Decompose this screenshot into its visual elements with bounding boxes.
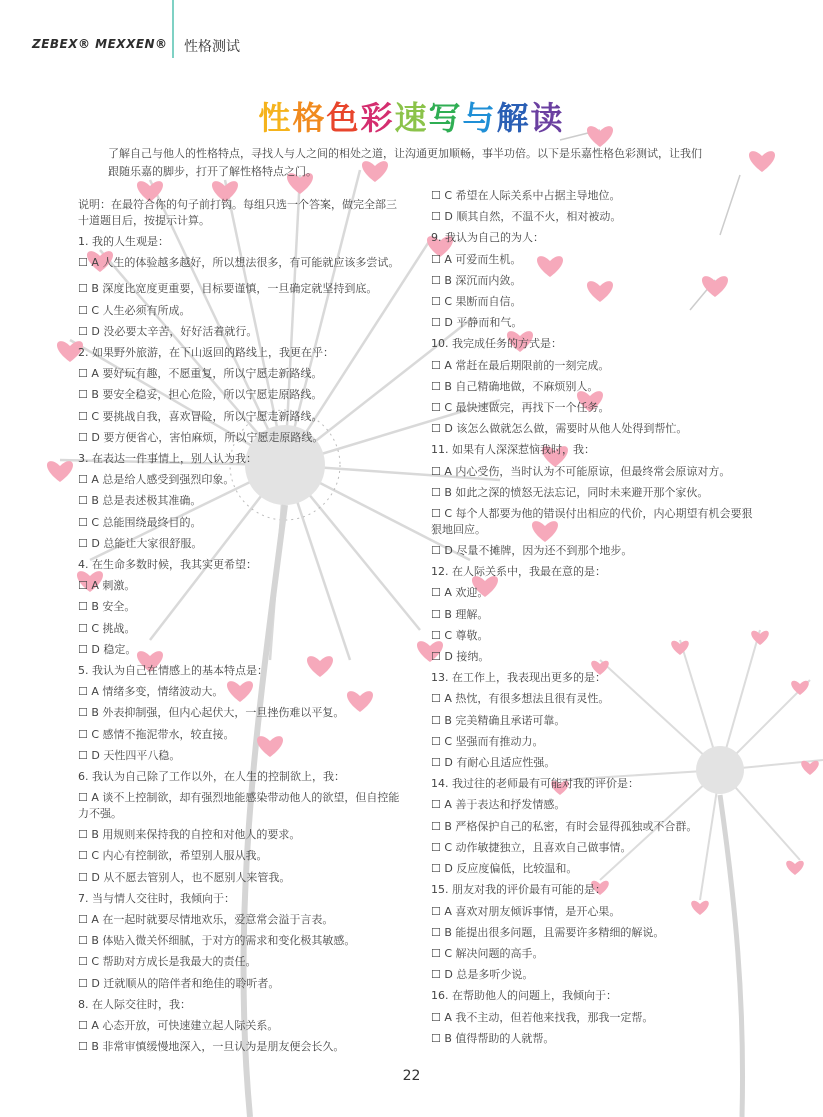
intro-paragraph: 了解自己与他人的性格特点，寻找人与人之间的相处之道，让沟通更加顺畅，事半功倍。以下是乐嘉性格色彩测试，让我们跟随乐嘉的脚步，打开了解性格特点之门。 (108, 147, 702, 178)
title-char: 读 (530, 99, 565, 137)
answer-option[interactable]: ☐ D 从不愿去管别人，也不愿别人来管我。 (78, 870, 291, 884)
answer-option[interactable]: ☐ B 体贴入微关怀细腻，于对方的需求和变化极其敏感。 (78, 934, 356, 948)
answer-option[interactable]: ☐ D 尽量不摊牌，因为还不到那个地步。 (431, 544, 633, 558)
answer-option[interactable]: ☐ C 内心有控制欲，希望别人服从我。 (78, 849, 268, 863)
page-number: 22 (402, 1068, 421, 1084)
answer-option[interactable]: ☐ B 外表抑制强，但内心起伏大，一旦挫伤难以平复。 (78, 706, 345, 720)
answer-option[interactable]: ☐ B 深度比宽度更重要，目标要谨慎，一旦确定就坚持到底。 (78, 282, 378, 296)
answer-option[interactable]: ☐ B 能提出很多问题，且需要许多精细的解说。 (431, 925, 665, 939)
answer-option[interactable]: ☐ A 人生的体验越多越好，所以想法很多，有可能就应该多尝试。 (78, 256, 400, 270)
answer-option[interactable]: ☐ B 总是表述极其准确。 (78, 494, 202, 508)
question-text: 14. 我过往的老师最有可能对我的评价是： (431, 777, 639, 791)
question-text: 4. 在生命多数时候，我其实更希望： (78, 558, 257, 572)
question-text: 7. 当与情人交往时，我倾向于： (78, 891, 235, 905)
question-text: 9. 我认为自己的为人： (431, 231, 544, 245)
question-text: 2. 如果野外旅游，在下山返回的路线上，我更在乎： (78, 346, 334, 359)
answer-option[interactable]: ☐ D 总是多听少说。 (431, 968, 534, 982)
answer-option[interactable]: ☐ A 要好玩有趣，不愿重复，所以宁愿走新路线。 (78, 367, 323, 381)
question-text: 1. 我的人生观是： (78, 235, 169, 248)
answer-option[interactable]: ☐ D 有耐心且适应性强。 (431, 756, 556, 770)
answer-option[interactable]: ☐ D 反应度偏低，比较温和。 (431, 862, 578, 876)
question-text: 11. 如果有人深深惹恼我时，我： (431, 443, 595, 457)
answer-option[interactable]: ☐ D 总能让大家很舒服。 (78, 536, 203, 550)
answer-option[interactable]: ☐ D 顺其自然，不温不火，相对被动。 (431, 210, 622, 224)
answer-option[interactable]: ☐ A 心态开放，可快速建立起人际关系。 (78, 1019, 279, 1033)
answer-option[interactable]: ☐ A 情绪多变，情绪波动大。 (78, 685, 224, 699)
question-text: 8. 在人际交往时，我： (78, 997, 191, 1011)
answer-option[interactable]: ☐ B 完美精确且承诺可靠。 (431, 713, 566, 727)
answer-option[interactable]: ☐ B 用规则来保持我的自控和对他人的要求。 (78, 828, 301, 842)
instructions: 说明：在最符合你的句子前打钩。每组只选一个答案，做完全部三十道题目后，按提示计算。 (78, 198, 397, 227)
answer-option[interactable]: ☐ D 该怎么做就怎么做，需要时从他人处得到帮忙。 (431, 422, 688, 436)
questions-left-column (78, 194, 403, 1058)
questions-right-column (431, 185, 756, 1049)
question-text: 3. 在表达一件事情上，别人认为我： (78, 452, 257, 466)
answer-option[interactable]: ☐ A 内心受伤，当时认为不可能原谅，但最终常会原谅对方。 (431, 464, 731, 478)
answer-option[interactable]: ☐ C 尊敬。 (431, 628, 489, 642)
question-text: 12. 在人际关系中，我最在意的是： (431, 565, 606, 579)
answer-option[interactable]: ☐ C 挑战。 (78, 621, 136, 635)
answer-option[interactable]: ☐ D 迁就顺从的陪伴者和绝佳的聆听者。 (78, 976, 280, 990)
answer-option[interactable]: ☐ A 可爱而生机。 (431, 252, 522, 266)
page-header (0, 0, 823, 70)
answer-option[interactable]: ☐ A 欢迎。 (431, 586, 489, 600)
answer-option[interactable]: ☐ C 解决问题的高手。 (431, 946, 544, 960)
answer-option[interactable]: ☐ A 谈不上控制欲，却有强烈地能感染带动他人的欲望，但自控能力不强。 (78, 791, 400, 821)
answer-option[interactable]: ☐ A 善于表达和抒发情感。 (431, 798, 566, 812)
title-char: 色 (326, 99, 361, 137)
page-title (0, 93, 823, 139)
answer-option[interactable]: ☐ B 如此之深的愤怒无法忘记，同时未来避开那个家伙。 (431, 485, 709, 499)
answer-option[interactable]: ☐ C 每个人都要为他的错误付出相应的代价，内心期望有机会要狠狠地回应。 (431, 507, 753, 537)
answer-option[interactable]: ☐ C 坚强而有推动力。 (431, 734, 544, 748)
answer-option[interactable]: ☐ C 总能围绕最终目的。 (78, 515, 202, 529)
title-char: 性 (258, 99, 293, 137)
answer-option[interactable]: ☐ D 平静而和气。 (431, 316, 523, 330)
section-title: 性格测试 (184, 39, 240, 55)
question-text: 10. 我完成任务的方式是： (431, 337, 562, 351)
answer-option[interactable]: ☐ B 深沉而内敛。 (431, 273, 522, 287)
answer-option[interactable]: ☐ A 总是给人感受到强烈印象。 (78, 473, 235, 487)
title-char: 彩 (360, 99, 395, 137)
answer-option[interactable]: ☐ C 要挑战自我，喜欢冒险，所以宁愿走新路线。 (78, 409, 323, 423)
title-char: 格 (292, 99, 327, 137)
answer-option[interactable]: ☐ A 热忱，有很多想法且很有灵性。 (431, 692, 610, 706)
answer-option[interactable]: ☐ D 天性四平八稳。 (78, 748, 181, 762)
answer-option[interactable]: ☐ D 稳定。 (78, 642, 137, 656)
answer-option[interactable]: ☐ A 我不主动，但若他来找我，那我一定帮。 (431, 1010, 654, 1024)
title-char: 速 (394, 99, 429, 137)
answer-option[interactable]: ☐ A 常赶在最后期限前的一刻完成。 (431, 358, 610, 372)
question-text: 15. 朋友对我的评价最有可能的是： (431, 883, 606, 897)
answer-option[interactable]: ☐ B 要安全稳妥，担心危险，所以宁愿走原路线。 (78, 388, 323, 402)
answer-option[interactable]: ☐ D 没必要太辛苦，好好活着就行。 (78, 324, 258, 338)
answer-option[interactable]: ☐ B 自己精确地做，不麻烦别人。 (431, 379, 599, 393)
brand-logo: ZEBEX® MEXXEN® (32, 37, 168, 51)
answer-option[interactable]: ☐ C 果断而自信。 (431, 295, 522, 309)
answer-option[interactable]: ☐ B 严格保护自己的私密，有时会显得孤独或不合群。 (431, 819, 698, 833)
answer-option[interactable]: ☐ D 接纳。 (431, 650, 490, 664)
title-char: 解 (496, 99, 531, 137)
question-text: 6. 我认为自己除了工作以外，在人生的控制欲上，我： (78, 770, 345, 784)
answer-option[interactable]: ☐ C 希望在人际关系中占据主导地位。 (431, 189, 621, 202)
title-char: 与 (462, 99, 497, 137)
answer-option[interactable]: ☐ C 帮助对方成长是我最大的责任。 (78, 955, 257, 969)
answer-option[interactable]: ☐ B 安全。 (78, 600, 136, 614)
answer-option[interactable]: ☐ C 动作敏捷独立，且喜欢自己做事情。 (431, 840, 632, 854)
title-char: 写 (428, 99, 463, 137)
answer-option[interactable]: ☐ C 最快速做完，再找下一个任务。 (431, 401, 610, 415)
answer-option[interactable]: ☐ B 值得帮助的人就帮。 (431, 1031, 555, 1045)
answer-option[interactable]: ☐ A 刺激。 (78, 579, 136, 593)
question-text: 13. 在工作上，我表现出更多的是： (431, 671, 606, 685)
answer-option[interactable]: ☐ D 要方便省心，害怕麻烦，所以宁愿走原路线。 (78, 430, 324, 444)
question-text: 16. 在帮助他人的问题上，我倾向于： (431, 989, 617, 1003)
question-text: 5. 我认为自己在情感上的基本特点是： (78, 664, 268, 678)
answer-option[interactable]: ☐ B 理解。 (431, 607, 489, 621)
answer-option[interactable]: ☐ A 在一起时就要尽情地欢乐，爱意常会溢于言表。 (78, 913, 334, 927)
header-divider (172, 0, 174, 58)
answer-option[interactable]: ☐ A 喜欢对朋友倾诉事情，是开心果。 (431, 904, 621, 918)
answer-option[interactable]: ☐ C 感情不拖泥带水，较直接。 (78, 727, 235, 741)
answer-option[interactable]: ☐ C 人生必须有所成。 (78, 303, 191, 317)
answer-option[interactable]: ☐ B 非常审慎缓慢地深入，一旦认为是朋友便会长久。 (78, 1040, 345, 1054)
